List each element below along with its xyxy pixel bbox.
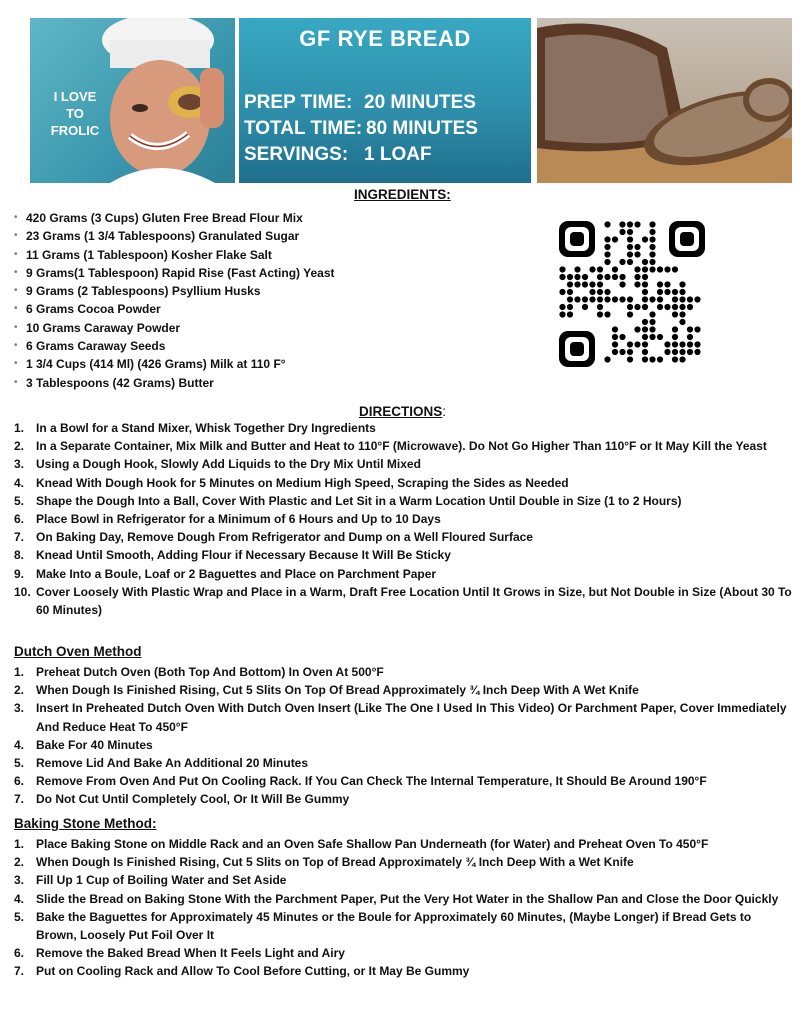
qr-module <box>687 296 693 302</box>
direction-step <box>14 546 794 564</box>
bread-photo <box>537 18 792 183</box>
direction-step <box>14 474 794 492</box>
baking-stone-step <box>14 908 794 944</box>
qr-module <box>589 296 595 302</box>
qr-module <box>604 221 610 227</box>
qr-module <box>604 311 610 317</box>
qr-module <box>597 304 603 310</box>
qr-module <box>679 289 685 295</box>
prep-time-row <box>244 90 478 116</box>
step-text: Place Baking Stone on Middle Rack and an Oven Safe Shallow Pan Underneath (for Water) and Preheat Oven To 450°F <box>36 837 709 851</box>
step-text: Place Bowl in Refrigerator for a Minimum of 6 Hours and Up to 10 Days <box>36 512 441 527</box>
direction-step <box>14 492 794 510</box>
qr-module <box>619 221 625 227</box>
dutch-oven-step <box>14 699 794 735</box>
qr-module <box>679 311 685 317</box>
qr-module <box>672 341 678 347</box>
qr-module <box>627 356 633 362</box>
qr-module <box>634 304 640 310</box>
qr-module <box>642 266 648 272</box>
dutch-oven-heading: Dutch Oven Method <box>14 644 142 659</box>
baking-stone-list <box>14 835 794 981</box>
step-text: Cover Loosely With Plastic Wrap and Place in a Warm, Draft Free Location Until It Grows in Size, but Not Double in Size (About 30 To 60 Minutes) <box>36 584 792 618</box>
step-number: 6. <box>14 774 25 789</box>
baking-stone-step <box>14 962 794 980</box>
qr-module <box>642 274 648 280</box>
qr-module <box>559 266 565 272</box>
baking-stone-step <box>14 853 794 871</box>
ingredient-item: • 3 Tablespoons (42 Grams) Butter <box>14 374 534 392</box>
qr-module <box>642 289 648 295</box>
dutch-oven-list <box>14 663 794 809</box>
qr-module <box>634 326 640 332</box>
qr-module <box>582 296 588 302</box>
qr-module <box>642 304 648 310</box>
qr-module <box>679 281 685 287</box>
qr-module <box>664 289 670 295</box>
qr-module <box>657 266 663 272</box>
step-number: 7. <box>14 792 25 807</box>
step-number: 1. <box>14 837 25 851</box>
qr-module <box>634 221 640 227</box>
qr-module <box>642 356 648 362</box>
step-text: Remove the Baked Bread When It Feels Light and Airy <box>36 946 345 961</box>
qr-module <box>664 281 670 287</box>
step-text: In a Bowl for a Stand Mixer, Whisk Together Dry Ingredients <box>36 421 376 435</box>
qr-code[interactable] <box>559 221 705 367</box>
qr-module <box>687 334 693 340</box>
chef-photo <box>30 18 235 183</box>
step-number: 4. <box>14 737 25 752</box>
qr-module <box>657 356 663 362</box>
qr-module <box>604 289 610 295</box>
qr-module <box>604 236 610 242</box>
qr-module <box>679 341 685 347</box>
step-text: Remove From Oven And Put On Cooling Rack. If You Can Check The Internal Temperature, It Should Be Around 190°F <box>36 774 707 789</box>
qr-module <box>642 349 648 355</box>
qr-module <box>589 266 595 272</box>
qr-module <box>619 229 625 235</box>
baking-stone-step <box>14 890 794 908</box>
qr-module <box>567 281 573 287</box>
qr-module <box>574 266 580 272</box>
directions-heading <box>359 404 446 419</box>
qr-module <box>642 296 648 302</box>
step-number: 2. <box>14 855 25 870</box>
qr-module <box>567 274 573 280</box>
qr-module <box>612 334 618 340</box>
prep-time-label: PREP TIME: <box>244 92 353 113</box>
total-time-value: 80 MINUTES <box>366 118 478 139</box>
ingredients-list <box>14 209 534 392</box>
step-text: When Dough Is Finished Rising, Cut 5 Slits On Top Of Bread Approximately ¾ Inch Deep With A Wet Knife <box>36 683 639 698</box>
qr-module <box>582 304 588 310</box>
step-text: Do Not Cut Until Completely Cool, Or It Will Be Gummy <box>36 792 350 807</box>
qr-module <box>694 341 700 347</box>
qr-module <box>612 326 618 332</box>
direction-step <box>14 510 794 528</box>
step-text: On Baking Day, Remove Dough From Refrigerator and Dump on a Well Floured Surface <box>36 530 533 545</box>
qr-module <box>679 304 685 310</box>
ingredient-item: • 9 Grams(1 Tablespoon) Rapid Rise (Fast Acting) Yeast <box>14 264 534 282</box>
qr-module <box>642 236 648 242</box>
qr-module <box>664 266 670 272</box>
qr-module <box>612 266 618 272</box>
qr-module <box>672 349 678 355</box>
bread-illustration <box>537 18 792 183</box>
qr-module <box>619 296 625 302</box>
qr-module <box>687 326 693 332</box>
qr-module <box>589 289 595 295</box>
qr-module <box>612 349 618 355</box>
qr-module <box>642 259 648 265</box>
directions-heading-colon: : <box>442 404 447 419</box>
directions-list <box>14 419 794 619</box>
qr-module <box>657 304 663 310</box>
qr-module <box>589 281 595 287</box>
baking-stone-heading: Baking Stone Method: <box>14 816 157 831</box>
qr-module <box>649 326 655 332</box>
qr-module <box>634 281 640 287</box>
qr-module <box>604 296 610 302</box>
baking-stone-step <box>14 835 794 853</box>
dutch-oven-step <box>14 681 794 699</box>
qr-module <box>619 259 625 265</box>
qr-module <box>559 274 565 280</box>
qr-module <box>672 289 678 295</box>
dutch-oven-step <box>14 663 794 681</box>
qr-module <box>657 334 663 340</box>
direction-step <box>14 583 794 619</box>
qr-module <box>642 334 648 340</box>
qr-module <box>597 266 603 272</box>
step-number: 6. <box>14 512 25 527</box>
step-text: Bake For 40 Minutes <box>36 737 153 752</box>
qr-module <box>672 326 678 332</box>
qr-module <box>612 236 618 242</box>
step-number: 4. <box>14 475 25 490</box>
qr-module <box>679 356 685 362</box>
step-text: Bake the Baguettes for Approximately 45 Minutes or the Boule for Approximately 60 Minutes, (Maybe Longer) if Bread Gets to Brown, Loosely Put Foil Over It <box>36 909 752 943</box>
step-number: 1. <box>14 421 25 435</box>
step-number: 3. <box>14 873 25 888</box>
qr-module <box>574 274 580 280</box>
qr-module <box>649 236 655 242</box>
qr-module <box>612 296 618 302</box>
qr-module <box>582 281 588 287</box>
step-number: 1. <box>14 665 25 679</box>
badge-line-1: I LOVE <box>53 89 97 104</box>
qr-module <box>649 311 655 317</box>
qr-module <box>642 281 648 287</box>
qr-module <box>672 334 678 340</box>
directions-heading-text: DIRECTIONS <box>359 404 443 419</box>
qr-module <box>619 281 625 287</box>
qr-module <box>567 289 573 295</box>
dutch-oven-step <box>14 772 794 790</box>
servings-value: 1 LOAF <box>364 144 432 165</box>
ingredient-item: • 23 Grams (1 3/4 Tablespoons) Granulated Sugar <box>14 227 534 245</box>
ingredient-item: • 10 Grams Caraway Powder <box>14 319 534 337</box>
ingredient-item: • 11 Grams (1 Tablespoon) Kosher Flake Salt <box>14 246 534 264</box>
qr-module <box>679 319 685 325</box>
qr-module <box>649 266 655 272</box>
qr-module <box>672 356 678 362</box>
qr-module <box>657 296 663 302</box>
qr-module <box>649 319 655 325</box>
qr-module <box>649 334 655 340</box>
qr-module <box>649 296 655 302</box>
step-text: In a Separate Container, Mix Milk and Butter and Heat to 110°F (Microwave). Do Not Go Higher Than 110°F or It May Kill the Yeast <box>36 439 767 454</box>
qr-module <box>649 259 655 265</box>
step-number: 4. <box>14 891 25 906</box>
qr-module <box>627 244 633 250</box>
dutch-oven-step <box>14 754 794 772</box>
step-text: Make Into a Boule, Loaf or 2 Baguettes and Place on Parchment Paper <box>36 566 437 581</box>
qr-module <box>627 311 633 317</box>
prep-time-value: 20 MINUTES <box>364 92 476 113</box>
qr-module <box>634 341 640 347</box>
qr-module <box>597 311 603 317</box>
step-text: Using a Dough Hook, Slowly Add Liquids to the Dry Mix Until Mixed <box>36 457 421 472</box>
ingredients-heading: INGREDIENTS: <box>354 187 451 202</box>
qr-module <box>649 244 655 250</box>
qr-module <box>679 296 685 302</box>
direction-step <box>14 528 794 546</box>
qr-module <box>634 251 640 257</box>
qr-module <box>657 281 663 287</box>
qr-module <box>619 334 625 340</box>
recipe-title: GF RYE BREAD <box>299 26 471 51</box>
qr-module <box>642 326 648 332</box>
step-text: Insert In Preheated Dutch Oven With Dutch Oven Insert (Like The One I Used In This Video) Or Parchment Paper, Cover Immediately And Reduce Heat To 450°F <box>36 701 787 734</box>
step-number: 5. <box>14 909 25 924</box>
total-time-row <box>244 116 478 142</box>
qr-module <box>567 296 573 302</box>
qr-module <box>687 341 693 347</box>
qr-module <box>687 349 693 355</box>
qr-module <box>597 296 603 302</box>
step-number: 2. <box>14 439 25 454</box>
qr-module <box>597 289 603 295</box>
qr-module <box>582 274 588 280</box>
qr-module <box>657 289 663 295</box>
step-number: 7. <box>14 964 25 979</box>
qr-module <box>649 251 655 257</box>
total-time-label: TOTAL TIME: <box>244 118 363 139</box>
qr-module <box>559 304 565 310</box>
step-text: Put on Cooling Rack and Allow To Cool Before Cutting, or It May Be Gummy <box>36 964 470 979</box>
qr-module <box>604 251 610 257</box>
badge-line-3: FROLIC <box>50 123 100 138</box>
direction-step <box>14 419 794 437</box>
step-number: 7. <box>14 530 25 545</box>
qr-module <box>567 304 573 310</box>
chef-badge-text <box>40 88 110 139</box>
qr-module <box>672 311 678 317</box>
qr-module <box>627 236 633 242</box>
qr-module <box>604 244 610 250</box>
qr-module <box>694 296 700 302</box>
qr-module <box>574 281 580 287</box>
qr-module <box>559 289 565 295</box>
baking-stone-step <box>14 871 794 889</box>
qr-module <box>634 274 640 280</box>
ingredient-item: • 6 Grams Caraway Seeds <box>14 337 534 355</box>
qr-module <box>649 229 655 235</box>
step-number: 3. <box>14 701 25 716</box>
qr-module <box>627 341 633 347</box>
step-number: 3. <box>14 457 25 472</box>
step-number: 10. <box>14 584 31 599</box>
qr-module <box>694 326 700 332</box>
qr-module <box>664 304 670 310</box>
qr-module <box>649 221 655 227</box>
ingredient-item: • 9 Grams (2 Tablespoons) Psyllium Husks <box>14 282 534 300</box>
qr-module <box>627 349 633 355</box>
qr-module <box>627 296 633 302</box>
chef-illustration <box>90 18 235 183</box>
qr-module <box>642 319 648 325</box>
baking-stone-step <box>14 944 794 962</box>
step-number: 9. <box>14 566 25 581</box>
qr-module <box>627 304 633 310</box>
qr-module <box>597 281 603 287</box>
qr-module <box>627 221 633 227</box>
ingredient-item: • 1 3/4 Cups (414 Ml) (426 Grams) Milk at 110 F° <box>14 355 534 373</box>
qr-module <box>634 266 640 272</box>
qr-module <box>694 349 700 355</box>
qr-module <box>642 341 648 347</box>
direction-step <box>14 455 794 473</box>
step-number: 8. <box>14 548 25 563</box>
qr-module <box>627 259 633 265</box>
step-number: 6. <box>14 946 25 961</box>
qr-module <box>619 349 625 355</box>
step-text: Preheat Dutch Oven (Both Top And Bottom) In Oven At 500°F <box>36 665 384 679</box>
qr-module <box>619 274 625 280</box>
step-text: When Dough Is Finished Rising, Cut 5 Slits on Top of Bread Approximately ¾ Inch Deep With a Wet Knife <box>36 855 634 870</box>
qr-module <box>559 311 565 317</box>
step-number: 5. <box>14 493 25 508</box>
ingredient-item: • 6 Grams Cocoa Powder <box>14 300 534 318</box>
qr-module <box>664 341 670 347</box>
badge-line-2: TO <box>66 106 84 121</box>
qr-module <box>574 296 580 302</box>
qr-module <box>679 349 685 355</box>
qr-module <box>672 266 678 272</box>
qr-module <box>672 304 678 310</box>
dutch-oven-step <box>14 736 794 754</box>
step-text: Knead With Dough Hook for 5 Minutes on Medium High Speed, Scraping the Sides as Needed <box>36 475 569 490</box>
step-number: 2. <box>14 683 25 698</box>
dutch-oven-step <box>14 790 794 808</box>
step-text: Knead Until Smooth, Adding Flour if Necessary Because It Will Be Sticky <box>36 548 451 563</box>
title-panel <box>239 18 531 183</box>
servings-row <box>244 142 478 168</box>
step-text: Fill Up 1 Cup of Boiling Water and Set Aside <box>36 873 287 888</box>
qr-module <box>604 259 610 265</box>
step-text: Slide the Bread on Baking Stone With the Parchment Paper, Put the Very Hot Water in the Shallow Pan and Close the Door Quickly <box>36 891 779 906</box>
ingredient-item: • 420 Grams (3 Cups) Gluten Free Bread Flour Mix <box>14 209 534 227</box>
qr-module <box>664 349 670 355</box>
step-text: Remove Lid And Bake An Additional 20 Minutes <box>36 756 309 771</box>
qr-module <box>649 356 655 362</box>
recipe-stats <box>244 90 478 168</box>
qr-module <box>627 251 633 257</box>
step-text: Shape the Dough Into a Ball, Cover With Plastic and Let Sit in a Warm Location Until Double in Size (1 to 2 Hours) <box>36 493 682 508</box>
qr-module <box>604 356 610 362</box>
qr-module <box>597 274 603 280</box>
qr-module <box>567 311 573 317</box>
qr-module <box>627 229 633 235</box>
qr-module <box>612 274 618 280</box>
servings-label: SERVINGS: <box>244 144 349 165</box>
direction-step <box>14 437 794 455</box>
recipe-header <box>30 18 792 183</box>
qr-module <box>612 341 618 347</box>
qr-module <box>687 304 693 310</box>
step-number: 5. <box>14 756 25 771</box>
qr-module <box>672 296 678 302</box>
qr-module <box>634 244 640 250</box>
qr-module <box>604 274 610 280</box>
direction-step <box>14 565 794 583</box>
